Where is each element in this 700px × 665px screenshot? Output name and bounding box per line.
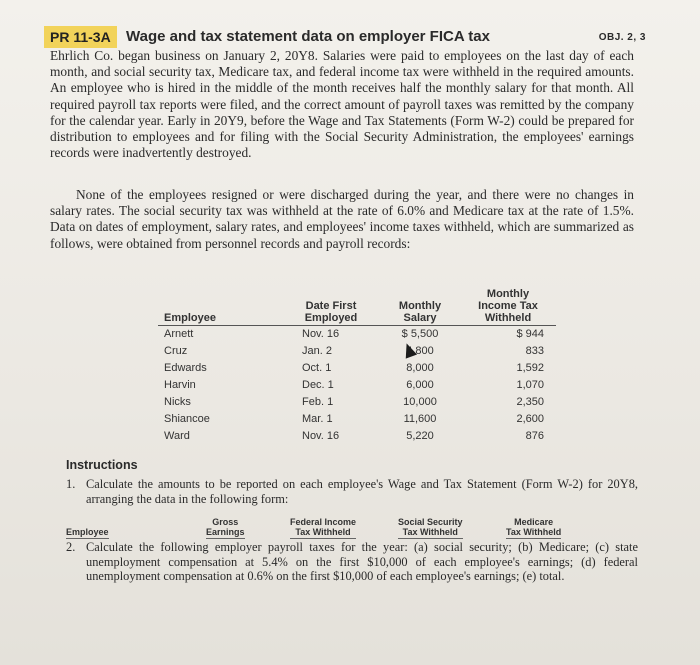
form-header-medicare-tax: Medicare Tax Withheld	[506, 517, 562, 537]
cell-employee: Edwards	[164, 362, 207, 374]
table-row	[158, 360, 556, 377]
cell-date: Nov. 16	[302, 430, 340, 442]
form-header-federal-income-tax: Federal Income Tax Withheld	[290, 517, 357, 537]
cell-tax: 876	[525, 430, 544, 442]
cell-employee: Cruz	[164, 345, 188, 357]
cell-date: Feb. 1	[302, 396, 334, 408]
cell-tax: 1,070	[516, 379, 544, 391]
table-header-row	[158, 288, 556, 326]
table-row	[158, 343, 556, 360]
cell-date: Jan. 2	[302, 345, 332, 357]
cell-date: Dec. 1	[302, 379, 334, 391]
table-row	[158, 411, 556, 428]
table-row	[158, 326, 556, 344]
cell-salary: 6,000	[406, 379, 434, 391]
cell-salary: 8,000	[406, 362, 434, 374]
cell-employee: Harvin	[164, 379, 196, 391]
cell-salary: 5,220	[406, 430, 434, 442]
table-row	[158, 377, 556, 394]
header-date-first-employed: Date First Employed	[282, 288, 380, 326]
problem-title: Wage and tax statement data on employer FICA tax	[126, 28, 490, 45]
cell-employee: Ward	[164, 430, 190, 442]
cell-date: Nov. 16	[302, 328, 340, 340]
cell-employee: Nicks	[164, 396, 191, 408]
problem-header	[44, 26, 654, 48]
cell-salary: 4,800	[406, 345, 434, 357]
employee-data-table	[158, 288, 556, 445]
cell-tax: 1,592	[516, 362, 544, 374]
item-2-text: Calculate the following employer payroll taxes for the year: (a) social security; (b) Medicare; (c) state unemployment compensation at 5.4% on the first $10,000 of each employee's earnings; (d) federal unemployment compensation at 0.6% on the first $10,000 of each employee's earnings; (e) total.	[86, 540, 638, 583]
objectives-label: OBJ. 2, 3	[598, 32, 646, 43]
cell-salary: $ 5,500	[401, 328, 439, 340]
cell-tax: 2,600	[516, 413, 544, 425]
header-monthly-income-tax: Monthly Income Tax Withheld	[460, 288, 556, 326]
header-monthly-salary: Monthly Salary	[380, 288, 460, 326]
instructions-heading: Instructions	[66, 458, 138, 472]
cell-tax: 2,350	[516, 396, 544, 408]
item-1-text: Calculate the amounts to be reported on each employee's Wage and Tax Statement (Form W-2) for 20Y8, arranging the data in the following form:	[86, 477, 638, 506]
table-row	[158, 394, 556, 411]
intro-paragraph: Ehrlich Co. began business on January 2, 20Y8. Salaries were paid to employees on the last day of each month, and social security tax, Medicare tax, and federal income tax were withheld in the required amounts. An employee who is hired in the middle of the month receives half the monthly salary for that month. All required payroll tax reports were filed, and the correct amount of payroll taxes was remitted by the company for the calendar year. Early in 20Y9, before the Wage and Tax Statements (Form W-2) could be prepared for distribution to employees and for filing with the Social Security Administration, the employees' earnings records were inadvertently destroyed.	[50, 48, 634, 161]
item-2-number: 2.	[66, 540, 76, 554]
cell-employee: Arnett	[164, 328, 194, 340]
cell-employee: Shiancoe	[164, 413, 210, 425]
cell-salary: 10,000	[403, 396, 437, 408]
item-1-number: 1.	[66, 477, 76, 491]
instruction-item-2	[66, 540, 638, 584]
form-header-employee: Employee	[66, 527, 109, 537]
details-paragraph: None of the employees resigned or were discharged during the year, and there were no changes in salary rates. The social security tax was withheld at the rate of 6.0% and Medicare tax at the rate of 1.5%. Data on dates of employment, salary rates, and employees' income taxes withheld, which are summarized as follows, were obtained from personnel records and payroll records:	[50, 187, 634, 251]
form-header-gross-earnings: Gross Earnings	[206, 517, 245, 537]
cell-date: Oct. 1	[302, 362, 332, 374]
w2-form-headers	[66, 516, 626, 540]
cell-tax: $ 944	[516, 328, 544, 340]
problem-label: PR 11-3A	[44, 26, 117, 48]
instruction-item-1	[66, 477, 638, 506]
form-header-social-security-tax: Social Security Tax Withheld	[398, 517, 463, 537]
table-row	[158, 428, 556, 445]
cell-salary: 11,600	[403, 413, 437, 425]
cell-tax: 833	[525, 345, 544, 357]
header-employee: Employee	[158, 288, 282, 326]
cell-date: Mar. 1	[302, 413, 333, 425]
